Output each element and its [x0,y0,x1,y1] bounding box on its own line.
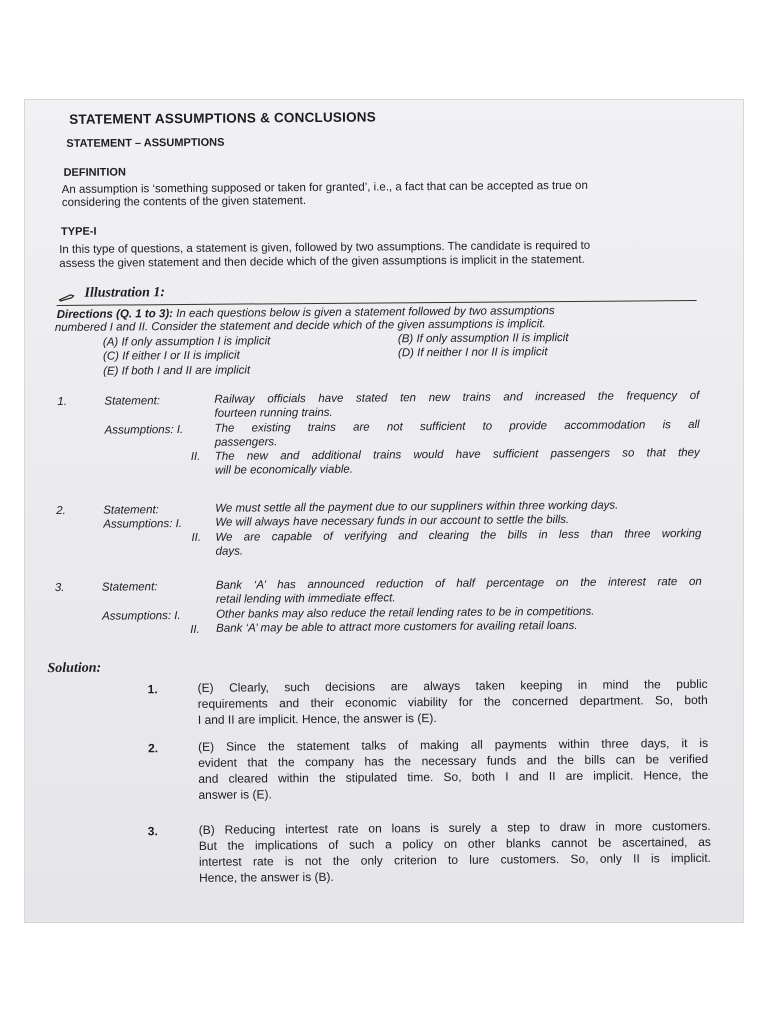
question-3-assumptions-label: Assumptions: I. [102,610,181,623]
question-3-number: 3. [54,581,65,595]
solution-heading: Solution: [47,660,102,677]
page-content [47,95,726,922]
page-title: STATEMENT ASSUMPTIONS & CONCLUSIONS [69,109,376,127]
question-2-assumption-1-line-1: We will always have necessary funds in our account to settle the bills. [215,513,570,529]
type-line-2: assess the given statement and then decide which of the given assumptions is implicit in the statement. [59,253,585,270]
option-c: (C) If either I or II is implicit [102,349,240,363]
document-page [25,100,743,922]
question-1-assumptions-label: Assumptions: I. [104,424,184,437]
pencil-icon [58,290,74,302]
question-3-statement-line-1: Bank ‘A’ has announced reduction of half percentage on the interest rate on [215,575,702,592]
solution-3-number: 3. [147,824,158,839]
solution-2-number: 2. [148,741,159,756]
directions-label: Directions (Q. 1 to 3): [56,308,174,321]
question-3-assumption-2-line-1: Bank ‘A’ may be able to attract more customers for availing retail loans. [216,619,578,635]
question-3-statement-label: Statement: [101,581,158,594]
option-b: (B) If only assumption II is implicit [397,331,569,346]
solution-3-line-4: Hence, the answer is (B). [199,869,334,885]
definition-heading: DEFINITION [63,166,126,179]
illustration-title: Illustration 1: [84,285,166,301]
question-3-assumption-2-number: II. [190,623,200,636]
solution-3-line-1: (B) Reducing intertest rate on loans is surely a step to draw in more customers. [198,818,711,837]
solution-2-line-2: evident that the company has the necessary funds and the bills can be verified [198,751,709,770]
question-2-assumption-2-line-2: days. [215,545,244,558]
definition-line-2: considering the contents of the given statement. [61,195,307,209]
solution-1-line-2: requirements and their economic viability for the concerned department. So, both [197,692,708,711]
option-a: (A) If only assumption I is implicit [102,335,271,349]
question-1-assumption-2-number: II. [190,450,201,463]
option-d: (D) If neither I nor II is implicit [397,346,548,360]
solution-2-line-3: and cleared within the stipulated time. So, both I and II are implicit. Hence, the [198,767,709,786]
question-2-assumptions-label: Assumptions: I. [103,518,183,531]
type-line-1: In this type of questions, a statement is given, followed by two assumptions. The candidate is required to [59,239,591,256]
question-1-statement-line-2: fourteen running trains. [214,406,333,420]
directions-line-1 [57,304,697,321]
question-2-statement-label: Statement: [103,504,159,517]
option-e: (E) If both I and II are implicit [103,364,251,378]
question-2-assumption-2-line-1: We are capable of verifying and clearing the bills in less than three working [215,527,702,544]
solution-2-line-4: answer is (E). [198,787,272,802]
solution-1-number: 1. [147,682,158,697]
question-1-assumption-2-line-1: The new and additional trains would have sufficient passengers so that they [214,446,700,463]
solution-3-line-2: But the implications of such a policy on other blanks cannot be ascertained, as [198,834,711,853]
question-2-assumption-2-number: II. [191,531,202,544]
solution-1-line-3: I and II are implicit. Hence, the answer is (E). [197,711,437,727]
question-1-assumption-1-line-1: The existing trains are not sufficient to provide accommodation is all [214,418,700,435]
question-1-assumption-1-line-2: passengers. [214,436,278,449]
question-3-statement-line-2: retail lending with immediate effect. [215,592,396,606]
question-2-statement-line-1: We must settle all the payment due to our suppliners within three working days. [215,499,619,515]
type-heading: TYPE-I [60,225,97,238]
question-1-assumption-2-line-2: will be economically viable. [214,463,354,477]
solution-2-line-1: (E) Since the statement talks of making all payments within three days, it is [198,735,709,754]
question-1-statement-line-1: Railway officials have stated ten new trains and increased the frequency of [214,389,700,406]
directions-line-2: numbered I and II. Consider the statement and decide which of the given assumptions is implicit. [54,318,546,335]
solution-3-line-3: intertest rate is not the only criterion to lure customers. So, only II is implicit. [198,850,712,869]
definition-line-1: An assumption is ‘something supposed or taken for granted’, i.e., a fact that can be accepted as true on [61,179,588,196]
question-2-number: 2. [56,504,66,518]
question-1-statement-label: Statement: [104,395,161,408]
question-1-number: 1. [57,395,68,408]
solution-1-line-1: (E) Clearly, such decisions are always taken keeping in mind the public [197,676,708,695]
directions-text: In each questions below is given a statement followed by two assumptions [172,305,555,321]
question-3-assumption-1-line-1: Other banks may also reduce the retail lending rates to be in competitions. [216,605,595,621]
section-subtitle: STATEMENT – ASSUMPTIONS [66,136,225,150]
